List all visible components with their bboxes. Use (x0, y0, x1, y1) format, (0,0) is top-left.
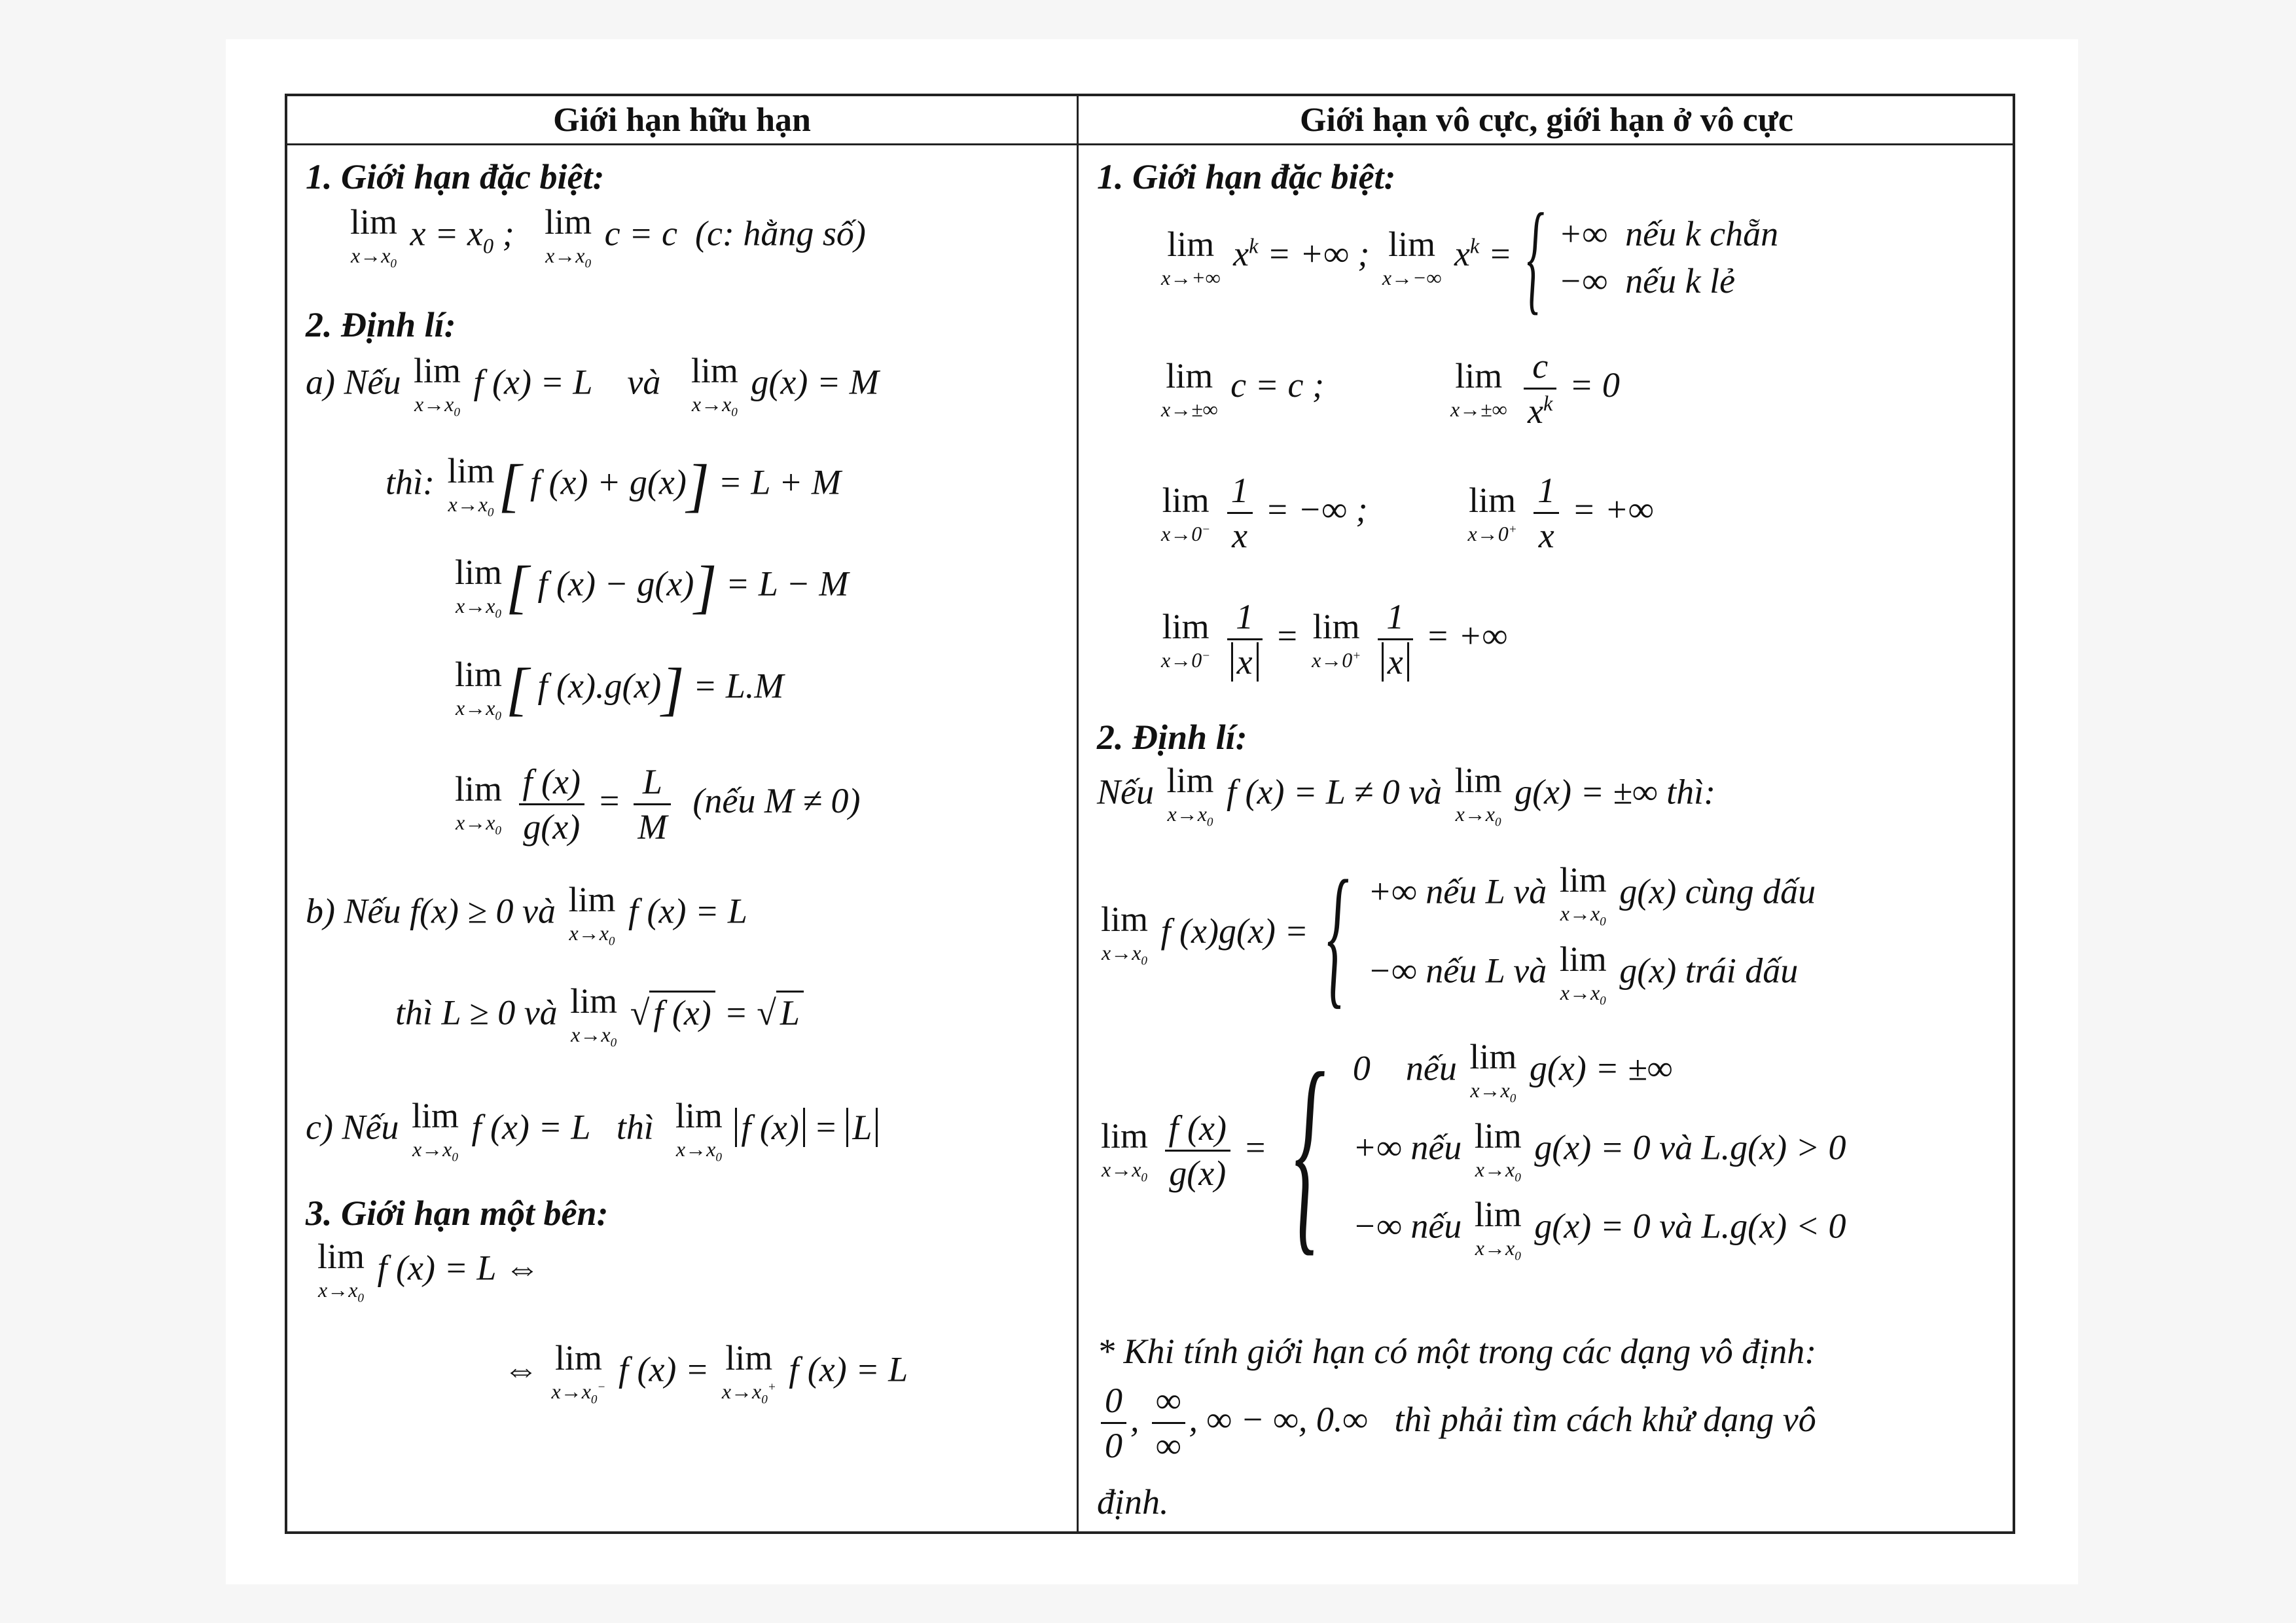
right-section-special-limits: 1. Giới hạn đặc biệt: (1097, 157, 1396, 196)
header-infinite-limits: Giới hạn vô cực, giới hạn ở vô cực (1299, 101, 1794, 139)
formula-sqrt-rule: thì L ≥ 0 và lim $x\to x_0$ √ f (x) = √ L (395, 983, 804, 1049)
formula-theorem-a-premise: a) Nếu lim $x\to x_0$ f (x) = L và lim $x\to x_0$ g(x) = M (306, 351, 879, 420)
text-b-if: b) Nếu f(x) ≥ 0 và (306, 891, 556, 931)
formula-one-sided-1: lim $x\to x_0$ f (x) = L ⇔ (317, 1237, 540, 1305)
left-section-one-sided: 3. Giới hạn một bên: (306, 1194, 609, 1233)
formula-quotient-infinite: lim $x\to x_0$ $\frac{f (x)}{g(x)}$ = { 0 nếu lim $x\to x_0$ g(x) = ±∞ +∞ nếu lim $x\to x_0$ g(x) = 0 và L.g(x) > 0 −∞ nếu lim $x\to x_0$ g(x) = 0 và L.g(x) < 0 (1101, 1027, 1846, 1274)
limits-table (285, 94, 2015, 1534)
text-and: và (627, 362, 661, 402)
formula-reciprocal-limits: lim x→0− $\frac{1}{x}$ = −∞ ; lim x→0+ $\frac{1}{x}$ = +∞ (1161, 471, 1654, 555)
note-indeterminate-forms: $\frac{0}{0}$ , $\frac{\infty}{\infty}$ , ∞ − ∞, 0.∞ thì phải tìm cách khử dạng vô (1097, 1383, 1816, 1463)
formula-abs-reciprocal-limits: lim x→0− $\frac{1}{x}$ = lim x→0+ $\frac{1}{x}$ = +∞ (1161, 597, 1508, 682)
text-qcase2-and: và (1659, 1127, 1693, 1167)
text-c-if: c) Nếu (306, 1107, 399, 1147)
formula-sum-rule: thì: lim $x\to x_0$ [ f (x) + g(x)] = L + M (386, 451, 841, 520)
text-case1-cond: nếu L và (1426, 871, 1547, 911)
text-case2-cond: nếu L và (1426, 951, 1547, 991)
formula-constant-limits: lim x→±∞ c = c ; lim x→±∞ $\frac{c}{x^k}$ = 0 (1161, 346, 1620, 431)
left-column (287, 96, 1077, 1531)
text-if: Nếu (1097, 772, 1154, 812)
text-then-right: thì: (1666, 772, 1716, 812)
left-section-theorem: 2. Định lí: (306, 305, 456, 344)
const-note: (c: hằng số) (694, 213, 866, 253)
text-k-even: nếu k chẵn (1625, 214, 1779, 253)
formula-theorem-c: c) Nếu lim $x\to x_0$ f (x) = L thì lim $x\to x_0$ f (x) = L (306, 1098, 878, 1164)
text-b-then: thì L ≥ 0 và (395, 993, 558, 1032)
text-qcase1-if: nếu (1405, 1048, 1457, 1088)
right-column (1079, 96, 2015, 1531)
text-qcase3-if: nếu (1410, 1206, 1462, 1246)
note-indeterminate-line3: định. (1097, 1482, 1169, 1522)
text-nonzero-condition: (nếu M ≠ 0) (692, 780, 861, 820)
note-indeterminate-line1: * Khi tính giới hạn có một trong các dạng vô định: (1097, 1332, 1817, 1371)
formula-quotient-rule: lim $x\to x_0$ $\frac{f (x)}{g(x)}$ = $\frac{L}{M}$ (nếu M ≠ 0) (455, 762, 861, 847)
right-section-theorem: 2. Định lí: (1097, 718, 1247, 757)
header-finite-limits: Giới hạn hữu hạn (553, 101, 811, 139)
text-nonzero-and: ≠ 0 và (1354, 772, 1443, 812)
text-a-if: a) Nếu (306, 362, 401, 402)
text-opposite-sign: trái dấu (1685, 951, 1799, 991)
text-qcase2-if: nếu (1410, 1127, 1462, 1167)
text-qcase3-and: và (1659, 1206, 1693, 1246)
formula-theorem-premise: Nếu lim $x\to x_0$ f (x) = L ≠ 0 và lim $x\to x_0$ g(x) = ±∞ thì: (1097, 761, 1716, 830)
text-same-sign: cùng dấu (1685, 871, 1816, 911)
formula-product-infinite: lim $x\to x_0$ f (x)g(x) = { +∞ nếu L và lim $x\to x_0$ g(x) cùng dấu −∞ nếu L và lim $x\to x_0$ g(x) trái dấu (1101, 847, 1816, 1022)
formula-theorem-b: b) Nếu f(x) ≥ 0 và lim $x\to x_0$ f (x) = L (306, 880, 747, 949)
formula-basic-limits: lim $x\to x_0$ $x = x_0$ ; lim $x\to x_0$ c = c (c: hằng số) (350, 202, 866, 271)
formula-difference-rule: lim $x\to x_0$ [ f (x) − g(x)] = L − M (455, 553, 849, 621)
text-k-odd: nếu k lẻ (1625, 261, 1736, 301)
formula-product-rule: lim $x\to x_0$ [ f (x).g(x)] = L.M (455, 655, 784, 723)
formula-power-limits: lim x→+∞ $x^k$ = +∞ ; lim x→−∞ $x^k$ = { +∞ nếu k chẵn −∞ nếu k lẻ (1161, 189, 1779, 326)
text-note-remove: thì phải tìm cách khử dạng vô (1394, 1399, 1816, 1439)
left-section-special-limits: 1. Giới hạn đặc biệt: (306, 157, 605, 196)
text-c-then: thì (616, 1107, 654, 1147)
text-then: thì: (386, 462, 435, 502)
formula-one-sided-2: ⇔ lim $x\to x_0^-$ f (x) = lim $x\to x_0^+$ f (x) = L (503, 1338, 908, 1407)
